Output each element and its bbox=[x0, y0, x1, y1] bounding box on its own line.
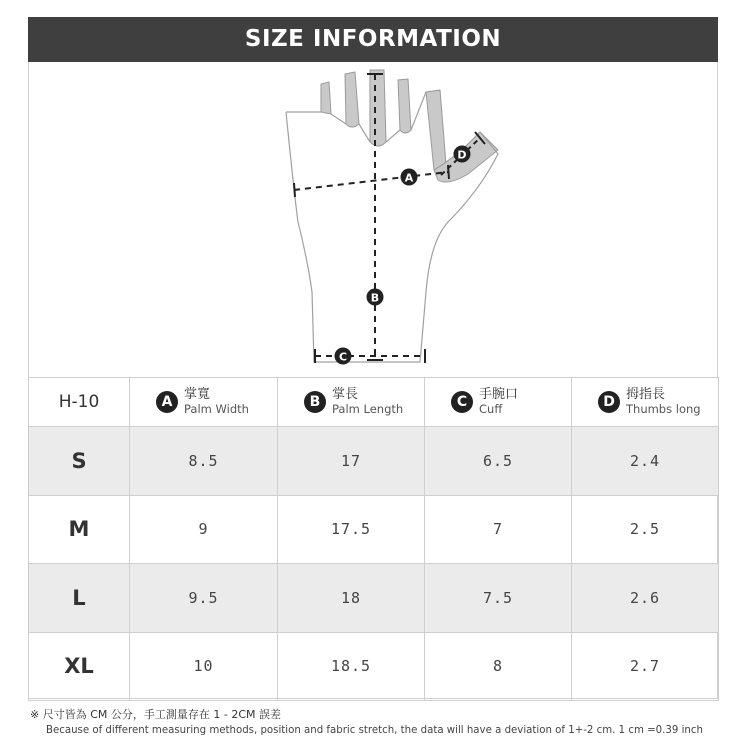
column-label-cn: 拇指長 bbox=[626, 387, 666, 402]
glove-diagram bbox=[28, 62, 718, 377]
marker-a bbox=[401, 169, 418, 186]
size-label: M bbox=[29, 495, 130, 564]
size-label: L bbox=[29, 564, 130, 633]
column-label-en: Cuff bbox=[479, 402, 503, 416]
table-row bbox=[29, 427, 719, 496]
size-label: XL bbox=[29, 632, 130, 701]
model-cell bbox=[29, 378, 130, 427]
column-label-en: Thumbs long bbox=[626, 402, 701, 416]
table-header-row bbox=[29, 378, 719, 427]
svg-text:D: D bbox=[457, 148, 467, 162]
column-label-cn: 手腕口 bbox=[479, 387, 519, 402]
svg-text:B: B bbox=[370, 291, 380, 305]
column-label-en: Palm Length bbox=[332, 402, 404, 416]
value-cell: 7 bbox=[425, 495, 572, 564]
value-cell: 9.5 bbox=[130, 564, 278, 633]
value-cell: 2.6 bbox=[572, 564, 719, 633]
column-label-cn: 掌長 bbox=[332, 387, 359, 402]
column-header bbox=[572, 378, 719, 427]
column-label-en: Palm Width bbox=[184, 402, 249, 416]
column-label-cn: 掌寬 bbox=[184, 387, 211, 402]
badge-a-icon: A bbox=[156, 391, 178, 413]
measure-line-a bbox=[294, 165, 449, 197]
glove-outline bbox=[286, 70, 498, 362]
badge-b-icon: B bbox=[304, 391, 326, 413]
value-cell: 7.5 bbox=[425, 564, 572, 633]
value-cell: 8 bbox=[425, 632, 572, 701]
value-cell: 8.5 bbox=[130, 427, 278, 496]
marker-b bbox=[367, 289, 384, 306]
table-row bbox=[29, 632, 719, 701]
column-header bbox=[425, 378, 572, 427]
badge-d-icon: D bbox=[598, 391, 620, 413]
table-row bbox=[29, 495, 719, 564]
value-cell: 17.5 bbox=[278, 495, 425, 564]
value-cell: 18.5 bbox=[278, 632, 425, 701]
marker-c bbox=[335, 348, 352, 365]
value-cell: 2.5 bbox=[572, 495, 719, 564]
marker-d bbox=[454, 146, 471, 163]
value-cell: 17 bbox=[278, 427, 425, 496]
column-header bbox=[130, 378, 278, 427]
size-label: S bbox=[29, 427, 130, 496]
value-cell: 2.7 bbox=[572, 632, 719, 701]
model-label: H-10 bbox=[58, 392, 100, 412]
value-cell: 9 bbox=[130, 495, 278, 564]
size-table bbox=[28, 377, 719, 701]
svg-text:A: A bbox=[404, 171, 414, 185]
svg-text:C: C bbox=[338, 350, 348, 364]
column-header bbox=[278, 378, 425, 427]
page-title: SIZE INFORMATION bbox=[28, 17, 718, 62]
table-row bbox=[29, 564, 719, 633]
badge-c-icon: C bbox=[451, 391, 473, 413]
value-cell: 10 bbox=[130, 632, 278, 701]
value-cell: 18 bbox=[278, 564, 425, 633]
value-cell: 6.5 bbox=[425, 427, 572, 496]
footnote-en: Because of different measuring methods, position and fabric stretch, the data will have a deviation of 1+-2 cm. 1 cm =0.39 inch bbox=[46, 725, 703, 736]
value-cell: 2.4 bbox=[572, 427, 719, 496]
footnote-cn: ※ 尺寸皆為 CM 公分，手工測量存在 1 - 2CM 誤差 bbox=[30, 708, 282, 721]
